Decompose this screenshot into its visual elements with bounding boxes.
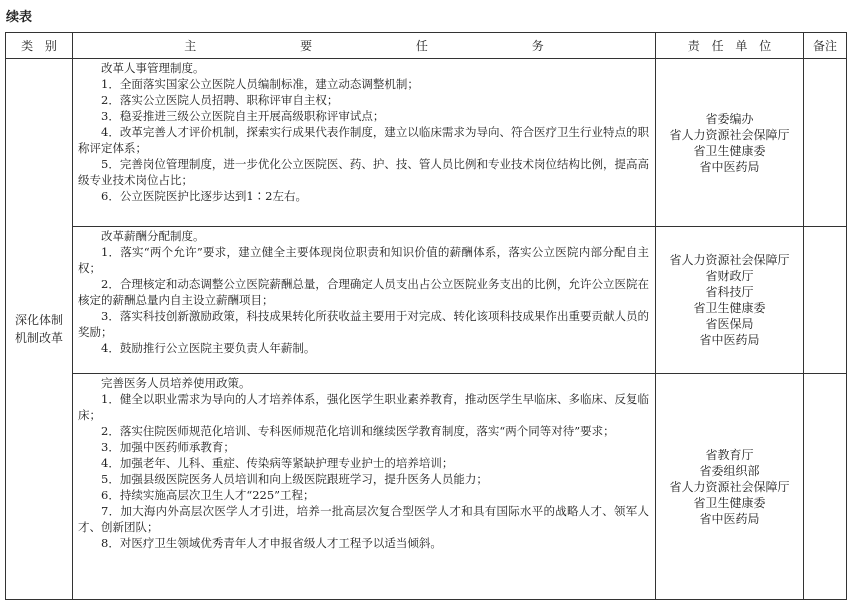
header-units: 责 任 单 位: [656, 33, 804, 59]
task-line: 1．落实“两个允许”要求，建立健全主要体现岗位职责和知识价值的薪酬体系，落实公立医院内部分配自主权；: [78, 245, 649, 275]
header-remarks: 备注: [804, 33, 847, 59]
reform-task-table: [5, 32, 847, 600]
task-line: 8．对医疗卫生领域优秀青年人才申报省级人才工程予以适当倾斜。: [101, 536, 442, 550]
unit-name: 省科技厅: [705, 285, 754, 299]
task-line: 4．鼓励推行公立医院主要负责人年薪制。: [101, 341, 316, 355]
page-label: 续表: [6, 10, 33, 25]
task-line: 完善医务人员培养使用政策。: [101, 376, 251, 390]
table-row: [6, 59, 847, 227]
task-line: 5．加强县级医院医务人员培训和向上级医院跟班学习，提升医务人员能力；: [101, 472, 488, 486]
unit-name: 省中医药局: [699, 333, 760, 347]
units-cell: [656, 59, 804, 227]
task-line: 改革薪酬分配制度。: [101, 229, 205, 243]
remarks-cell: [804, 374, 847, 600]
unit-name: 省委编办: [705, 111, 754, 126]
task-line: 4．加强老年、儿科、重症、传染病等紧缺护理专业护士的培养培训；: [101, 456, 454, 470]
remarks-cell: [804, 227, 847, 374]
unit-name: 省卫生健康委: [693, 495, 766, 510]
task-line: 7．加大海内外高层次医学人才引进，培养一批高层次复合型医学人才和具有国际水平的战略人才、领军人才、创新团队；: [78, 504, 649, 534]
tasks-cell: [73, 374, 656, 600]
unit-name: 省中医药局: [699, 511, 760, 526]
header-category: 类 别: [6, 33, 73, 59]
table-row: [6, 227, 847, 374]
task-line: 1．健全以职业需求为导向的人才培养体系，强化医学生职业素养教育，推动医学生早临床、多临床、反复临床；: [78, 392, 649, 422]
task-line: 4．改革完善人才评价机制，探索实行成果代表作制度，建立以临床需求为导向、符合医疗卫生行业特点的职称评定体系；: [78, 125, 649, 155]
header-tasks: 主 要 任 务: [73, 33, 656, 59]
remarks-cell: [804, 59, 847, 227]
units-cell: [656, 374, 804, 600]
task-line: 5．完善岗位管理制度，进一步优化公立医院医、药、护、技、管人员比例和专业技术岗位结构比例，提高高级专业技术岗位占比；: [78, 157, 649, 187]
tasks-cell: [73, 59, 656, 227]
task-line: 2．落实住院医师规范化培训、专科医师规范化培训和继续医学教育制度，落实“两个同等对待”要求；: [101, 424, 615, 438]
table-row: [6, 374, 847, 600]
task-line: 3．落实科技创新激励政策，科技成果转化所获收益主要用于对完成、转化该项科技成果作出重要贡献人员的奖励；: [78, 309, 649, 339]
unit-name: 省委组织部: [699, 463, 760, 478]
task-line: 2．合理核定和动态调整公立医院薪酬总量，合理确定人员支出占公立医院业务支出的比例，允许公立医院在核定的薪酬总量内自主设立薪酬项目；: [78, 277, 649, 307]
task-line: 2．落实公立医院人员招聘、职称评审自主权；: [101, 93, 339, 107]
task-line: 3．稳妥推进三级公立医院自主开展高级职称评审试点；: [101, 109, 385, 123]
unit-name: 省卫生健康委: [693, 143, 766, 158]
unit-name: 省医保局: [705, 317, 754, 331]
task-line: 6．公立医院医护比逐步达到1∶2左右。: [101, 189, 307, 203]
unit-name: 省财政厅: [705, 269, 754, 283]
task-line: 改革人事管理制度。: [101, 61, 205, 75]
table-header-row: [6, 33, 847, 59]
units-cell: [656, 227, 804, 374]
task-line: 1．全面落实国家公立医院人员编制标准，建立动态调整机制；: [101, 77, 419, 91]
unit-name: 省人力资源社会保障厅: [669, 127, 790, 142]
unit-name: 省人力资源社会保障厅: [669, 479, 790, 494]
unit-name: 省卫生健康委: [693, 301, 766, 315]
task-line: 3．加强中医药师承教育；: [101, 440, 235, 454]
unit-name: 省中医药局: [699, 159, 760, 174]
tasks-cell: [73, 227, 656, 374]
unit-name: 省人力资源社会保障厅: [669, 253, 790, 267]
task-line: 6．持续实施高层次卫生人才“225”工程；: [101, 488, 315, 502]
category-cell: 深化体制机制改革: [6, 59, 73, 600]
unit-name: 省教育厅: [705, 447, 754, 462]
